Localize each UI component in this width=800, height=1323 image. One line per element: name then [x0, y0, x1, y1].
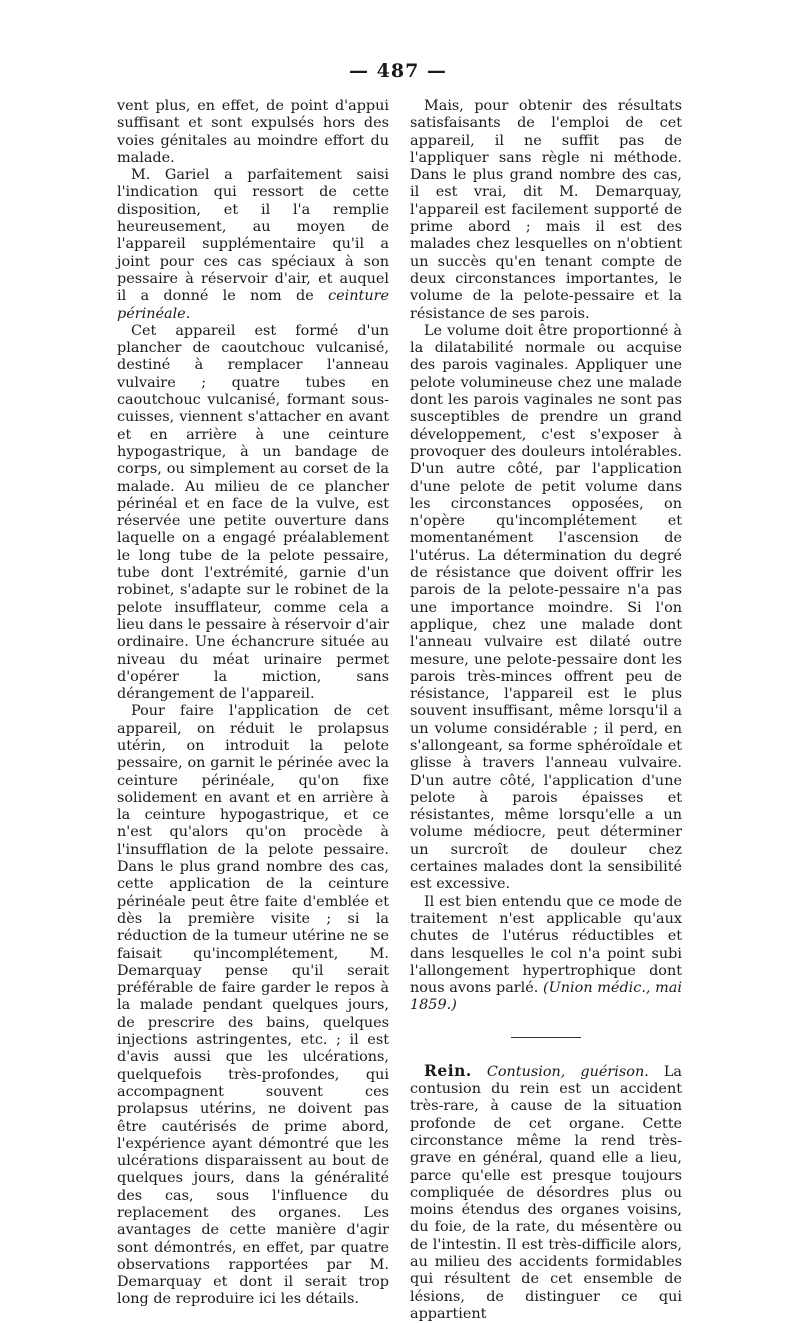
italic-term: ceinture périnéale.	[117, 288, 389, 322]
section-divider	[511, 1037, 581, 1038]
paragraph	[410, 1062, 682, 1323]
paragraph: Mais, pour obtenir des résultats satisfaisants de l'emploi de cet appareil, il ne suffit pas de l'appliquer sans règle ni méthode. Dans le plus grand nombre des cas, il est vrai, dit M. Demarquay, l'appareil est facilement supporté de prime abord ; mais il est des malades chez lesquelles on n'obtient un succès qu'en tenant compte de deux circonstances importantes, le volume de la pelote-pessaire et la résistance de ses parois.	[410, 98, 682, 322]
left-column	[117, 98, 389, 1309]
paragraph: Le volume doit être proportionné à la dilatabilité normale ou acquise des parois vaginales. Appliquer une pelote volumineuse chez une malade dont les parois vaginales ne sont pas susceptibles de prendre un grand développement, c'est s'exposer à provoquer des douleurs intolérables. D'un autre côté, par l'application d'une pelote de petit volume dans les circonstances opposées, on n'opère qu'incomplétement et momentanément l'ascension de l'utérus. La détermination du degré de résistance que doivent offrir les parois de la pelote-pessaire n'a pas une importance moindre. Si l'on applique, chez une malade dont l'anneau vulvaire est dilaté outre mesure, une pelote-pessaire dont les parois très-minces offrent peu de résistance, l'appareil est le plus souvent insuffisant, même lorsqu'il a un volume considérable ; il perd, en s'allongeant, sa forme sphéroïdale et glisse à travers l'anneau vulvaire. D'un autre côté, l'application d'une pelote à parois épaisses et résistantes, même lorsqu'elle a un volume médiocre, peut déterminer un surcroît de douleur chez certaines malades dont la sensibilité est excessive.	[410, 322, 682, 893]
paragraph	[410, 894, 682, 1015]
paragraph: Pour faire l'application de cet appareil, on réduit le prolapsus utérin, on introduit la pelote pessaire, on garnit le périnée avec la ceinture périnéale, qu'on fixe solidement en avant et en arrière à la ceinture hypogastrique, et ce n'est qu'alors qu'on procède à l'insufflation de la pelote pessaire. Dans le plus grand nombre des cas, cette application de la ceinture périnéale peut être faite d'emblée et dès la première visite ; si la réduction de la tumeur utérine ne se faisait qu'incomplétement, M. Demarquay pense qu'il serait préférable de faire garder le repos à la malade pendant quelques jours, de prescrire des bains, quelques injections astringentes, etc. ; il est d'avis aussi que les ulcérations, quelquefois très-profondes, qui accompagnent souvent ces prolapsus utérins, ne doivent pas être cautérisés de prime abord, l'expérience ayant démontré que les ulcérations disparaissent au bout de quelques jours, dans la généralité des cas, sous l'influence du replacement des organes. Les avantages de cette manière d'agir sont démontrés, en effet, par quatre observations rapportées par M. Demarquay et dont il serait trop long de reproduire ici les détails.	[117, 703, 389, 1308]
paragraph: Cet appareil est formé d'un plancher de caoutchouc vulcanisé, destiné à remplacer l'anneau vulvaire ; quatre tubes en caoutchouc vulcanisé, formant sous-cuisses, viennent s'attacher en avant et en arrière à une ceinture hypogastrique, à un bandage de corps, ou simplement au corset de la malade. Au milieu de ce plancher périnéal et en face de la vulve, est réservée une petite ouverture dans laquelle on a engagé préalablement le long tube de la pelote pessaire, tube dont l'extrémité, garnie d'un robinet, s'adapte sur le robinet de la pelote insufflateur, comme cela a lieu dans le pessaire à réservoir d'air ordinaire. Une échancrure située au niveau du méat urinaire permet d'opérer la miction, sans dérangement de l'appareil.	[117, 322, 389, 703]
paragraph-text: Il est bien entendu que ce mode de traitement n'est applicable qu'aux chutes de l'utérus réductibles et dans lesquelles le col n'a point subi l'allongement hypertrophique dont nous avons parlé.	[410, 893, 682, 997]
page-number: — 487 —	[349, 60, 447, 82]
paragraph-text: M. Gariel a parfaitement saisi l'indication qui ressort de cette disposition, et il l'a remplie heureusement, au moyen de l'appareil supplémentaire qu'il a joint pour ces cas spéciaux à son pessaire à réservoir d'air, et auquel il a donné le nom de	[117, 167, 389, 305]
citation: (Union médic., mai 1859.)	[410, 980, 682, 1014]
entry-headword: Rein.	[424, 1060, 472, 1080]
paragraph	[117, 167, 389, 323]
right-column	[410, 98, 682, 1323]
paragraph: vent plus, en effet, de point d'appui suffisant et sont expulsés hors des voies génitales au moindre effort du malade.	[117, 98, 389, 166]
entry-subject: Contusion, guérison.	[471, 1063, 649, 1080]
paragraph-text: La contusion du rein est un accident très-rare, à cause de la situation profonde de cet organe. Cette circonstance même la rend très-grave en général, quand elle a lieu, parce qu'elle est presque toujours compliquée de désordres plus ou moins étendus des organes voisins, du foie, de la rate, du mésentère ou de l'intestin. Il est très-difficile alors, au milieu des accidents formidables qui résultent de cet ensemble de lésions, de distinguer ce qui appartient	[410, 1063, 682, 1322]
